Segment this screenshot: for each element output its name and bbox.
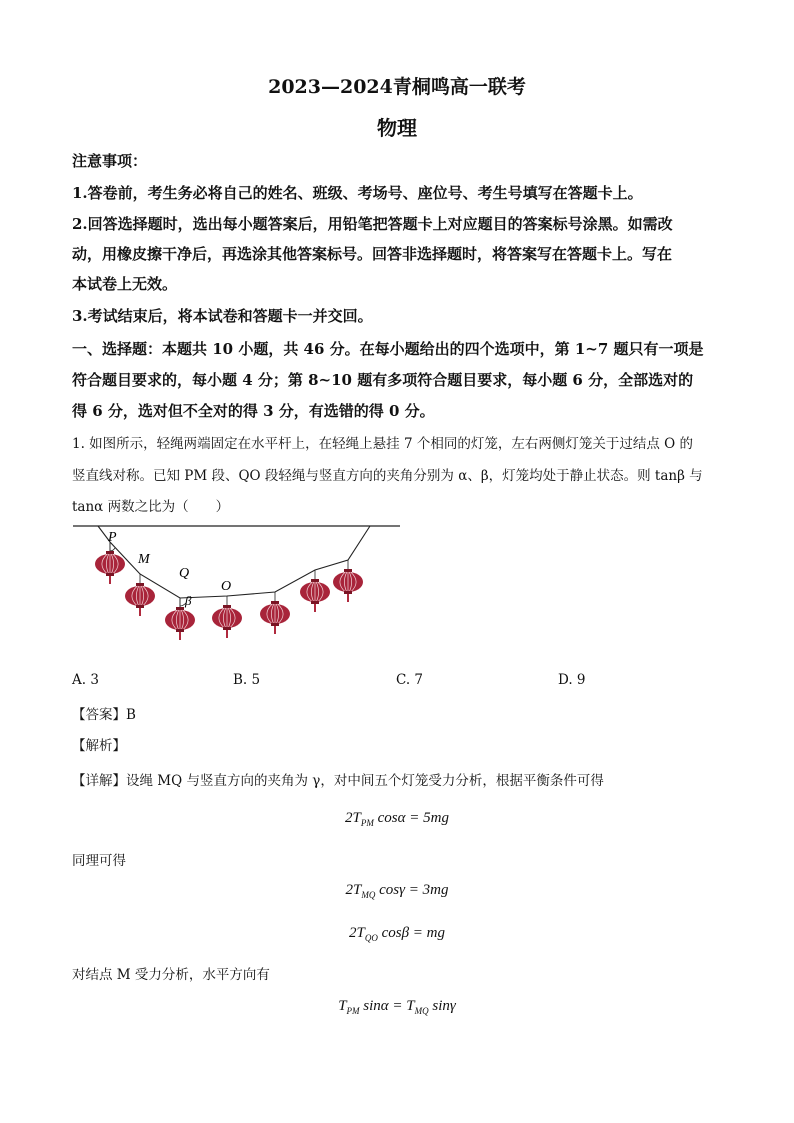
analysis-heading: 【解析】 (72, 738, 126, 754)
lantern-5 (260, 592, 290, 634)
equation-3: $2T_{QO}$ cosβ = mg (348, 925, 445, 943)
question-1-line-1: 1. 如图所示，轻绳两端固定在水平杆上，在轻绳上悬挂 7 个相同的灯笼，左右两侧灯笼关于过结点 O 的 (72, 436, 693, 452)
label-Q: Q (179, 566, 190, 581)
node-analysis-line: 对结点 M 受力分析，水平方向有 (72, 967, 270, 983)
equation-1: $2T_{PM}$ cosα = 5mg (345, 810, 449, 828)
same-reasoning-line: 同理可得 (72, 853, 126, 869)
page-title: 2023—2024青桐鸣高一联考 (268, 76, 526, 98)
option-a: A. 3 (72, 672, 99, 688)
question-1-line-2: 竖直线对称。已知 PM 段、QO 段轻绳与竖直方向的夹角分别为 α、β，灯笼均处于静止状态。则 tanβ 与 (72, 468, 703, 484)
option-d: D. 9 (558, 672, 586, 688)
notice-item-2-line-2: 动，用橡皮擦干净后，再选涂其他答案标号。回答非选择题时，将答案写在答题卡上。写在 (72, 245, 673, 263)
notice-item-3: 3.考试结束后，将本试卷和答题卡一并交回。 (72, 307, 373, 325)
label-P: P (108, 530, 117, 545)
option-b: B. 5 (233, 672, 261, 688)
equation-2: $2T_{MQ}$ cosγ = 3mg (345, 882, 449, 900)
notice-item-2-line-1: 2.回答选择题时，选出每小题答案后，用铅笔把答题卡上对应题目的答案标号涂黑。如需改 (72, 215, 673, 233)
equation-4: $T_{PM}$ $\sin\alpha = T_{MQ}$ sinγ (338, 998, 456, 1016)
notice-item-2-line-3: 本试卷上无效。 (72, 275, 178, 293)
section-line-1: 一、选择题：本题共 10 小题，共 46 分。在每小题给出的四个选项中，第 1~7 题只有一项是 (72, 340, 704, 358)
notice-item-1: 1.答卷前，考生务必将自己的姓名、班级、考场号、座位号、考生号填写在答题卡上。 (72, 184, 643, 202)
notice-heading: 注意事项： (72, 152, 148, 170)
label-O: O (221, 579, 232, 594)
section-line-3: 得 6 分，选对但不全对的得 3 分，有选错的得 0 分。 (72, 402, 435, 420)
answer-line: 【答案】B (72, 707, 136, 723)
lantern-figure (70, 520, 410, 665)
detail-line: 【详解】设绳 MQ 与竖直方向的夹角为 γ，对中间五个灯笼受力分析，根据平衡条件可得 (72, 773, 604, 789)
lantern-4 (212, 596, 242, 638)
lantern-7 (333, 560, 363, 602)
subject-title: 物理 (377, 116, 417, 140)
lantern-1 (95, 542, 125, 584)
question-1-line-3: tanα 两数之比为（ ） (72, 499, 230, 515)
option-c: C. 7 (396, 672, 424, 688)
section-line-2: 符合题目要求的，每小题 4 分；第 8~10 题有多项符合题目要求，每小题 6 分，全部选对的 (72, 371, 694, 389)
label-beta: β (185, 593, 192, 608)
label-M: M (138, 552, 150, 567)
